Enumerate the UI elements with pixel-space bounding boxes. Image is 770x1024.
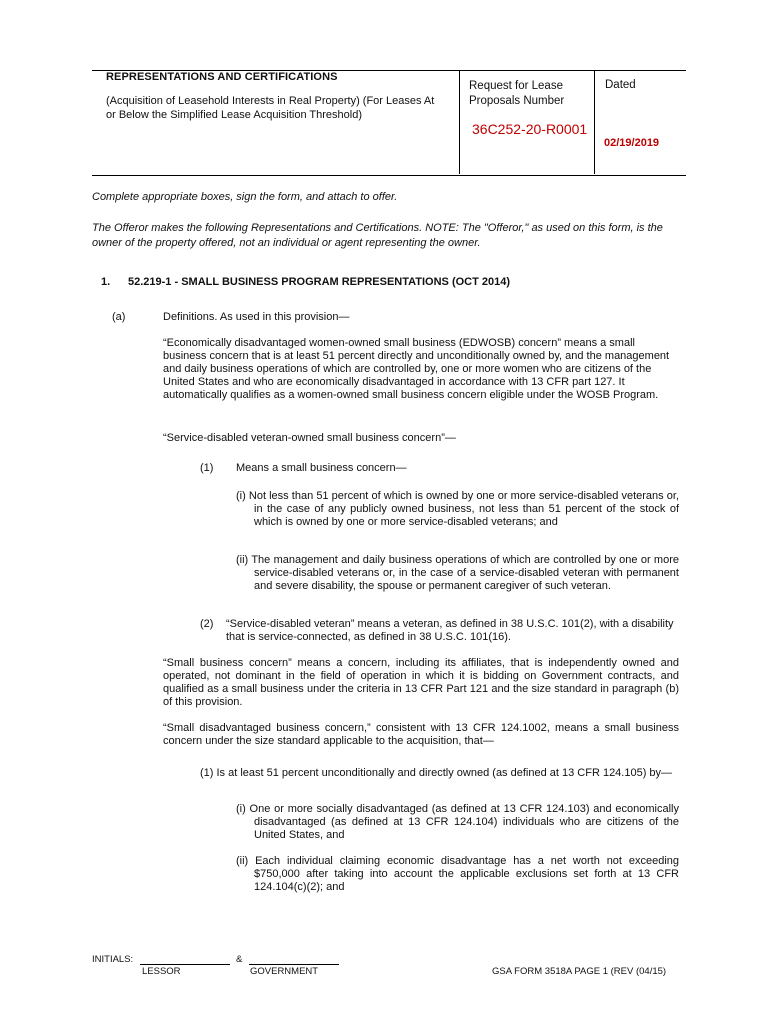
def-sdvosb-heading: “Service-disabled veteran-owned small business concern”— [163, 432, 456, 444]
sdvosb-2-text: “Service-disabled veteran” means a veteran, as defined in 38 U.S.C. 101(2), with a disability that is service-connected, as defined in 38 U.S.C. 101(16). [226, 618, 674, 643]
government-initials-field[interactable] [249, 964, 339, 965]
lessor-label: LESSOR [142, 966, 181, 977]
def-small-business: “Small business concern” means a concern, including its affiliates, that is independently owned and operated, not dominant in the field of operation in which it is bidding on Government contracts, and qualified as a small business under the criteria in 13 CFR Part 121 and the size standard in paragraph (b) of this provision. [163, 657, 679, 708]
rfl-number-label: Request for Lease Proposals Number [469, 80, 565, 107]
dated-field[interactable]: 02/19/2019 [604, 137, 660, 149]
sdb-1-i: (i) One or more socially disadvantaged (as defined at 13 CFR 124.103) and economically disadvantaged (as defined at 13 CFR 124.104) individuals who are citizens of the United States, and [236, 803, 679, 841]
def-small-disadvantaged: “Small disadvantaged business concern,” consistent with 13 CFR 124.1002, means a small business concern under the size standard applicable to the acquisition, that— [163, 722, 679, 747]
def-edwosb: “Economically disadvantaged women-owned small business (EDWOSB) concern” means a small business concern that is at least 51 percent directly and unconditionally owned by, and the management and daily business operations of which are controlled by, one or more women who are citizens of the United States and who are economically disadvantaged in accordance with 13 CFR part 127. It automatically qualifies as a women-owned small business concern eligible under the WOSB Program. [163, 337, 670, 401]
initials-label: INITIALS: [92, 954, 134, 965]
government-label: GOVERNMENT [250, 966, 319, 977]
ampersand: & [236, 954, 243, 965]
dated-label: Dated [605, 79, 636, 91]
form-subtitle: (Acquisition of Leasehold Interests in Real Property) (For Leases At or Below the Simplified Lease Acquisition Threshold) [106, 95, 435, 121]
section-number: 1. [101, 276, 111, 288]
form-title: REPRESENTATIONS AND CERTIFICATIONS [106, 71, 338, 83]
sdvosb-2-label: (2) [200, 618, 214, 630]
header-divider-2 [594, 70, 595, 174]
sdb-1: (1) Is at least 51 percent unconditionally and directly owned (as defined at 13 CFR 124.105) by— [200, 767, 673, 779]
offeror-note: The Offeror makes the following Representations and Certifications. NOTE: The "Offeror," as used on this form, is the owner of the property offered, not an individual or agent representing the owner. [92, 222, 663, 249]
sdvosb-1-i: (i) Not less than 51 percent of which is owned by one or more service-disabled veterans or, in the case of any publicly owned business, not less than 51 percent of the stock of which is owned by one or more service-disabled veterans; and [236, 490, 679, 528]
sdvosb-1-text: Means a small business concern— [236, 462, 407, 474]
rfl-number-field[interactable]: 36C252-20-R0001 [472, 121, 588, 137]
section-title: 52.219-1 - SMALL BUSINESS PROGRAM REPRESENTATIONS (OCT 2014) [128, 276, 511, 288]
lessor-initials-field[interactable] [140, 964, 230, 965]
form-identifier: GSA FORM 3518A PAGE 1 (REV (04/15) [492, 966, 667, 977]
para-a-text: Definitions. As used in this provision— [163, 311, 350, 323]
sdvosb-1-label: (1) [200, 462, 214, 474]
sdb-1-ii: (ii) Each individual claiming economic disadvantage has a net worth not exceeding $750,000 after taking into account the applicable exclusions set forth at 13 CFR 124.104(c)(2); and [236, 855, 679, 893]
instruction-text: Complete appropriate boxes, sign the form, and attach to offer. [92, 191, 398, 203]
para-a-label: (a) [112, 311, 126, 323]
sdvosb-1-ii: (ii) The management and daily business operations of which are controlled by one or more service-disabled veterans or, in the case of a service-disabled veteran with permanent and severe disability, the spouse or permanent caregiver of such veteran. [236, 554, 679, 592]
header-table [92, 70, 686, 176]
header-divider-1 [459, 70, 460, 174]
